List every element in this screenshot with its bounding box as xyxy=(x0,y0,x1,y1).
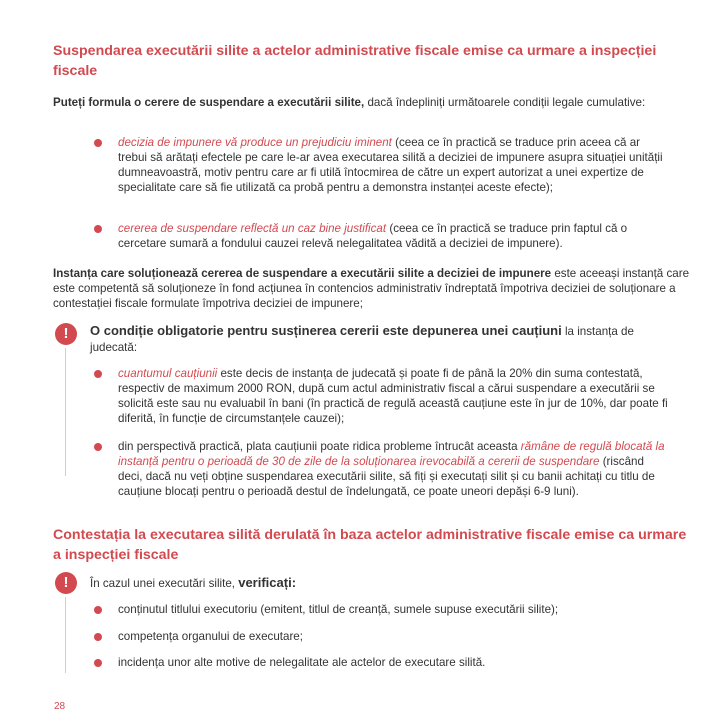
verify-bullet-2 xyxy=(118,629,670,644)
bullet-dot-icon xyxy=(94,443,102,451)
intro-text: dacă îndepliniți următoarele condiții legale cumulative: xyxy=(364,96,646,109)
bail-bullet-1 xyxy=(118,366,670,426)
intro-paragraph xyxy=(53,95,693,110)
bullet-dot-icon xyxy=(94,225,102,233)
condition-1-emphasis: decizia de impunere vă produce un prejudiciu iminent xyxy=(118,136,392,149)
warning-icon: ! xyxy=(55,323,77,345)
bail-bullet-2 xyxy=(118,439,670,499)
verify-note-text: În cazul unei executări silite, xyxy=(90,577,239,590)
court-paragraph xyxy=(53,266,693,311)
court-bold: Instanța care soluționează cererea de suspendare a executării silite a deciziei de impunere xyxy=(53,267,552,280)
bail-1-text: este decis de instanța de judecată și poate fi de până la 20% din suma contestată, respectiv de maximum 2000 RON, după cum actul administrativ fiscal a cărui suspendare a executării se solicită este sau nu evaluabil în bani (în practică de regulă această cauțiune este în jur de 10%, dar poate fi diferită, în funcție de circumstanțele cauzei); xyxy=(118,367,668,425)
condition-1-text: (ceea ce în practică se traduce prin aceea că ar trebui să arătați efectele pe care le-ar avea executarea silită a deciziei de impunere asupra situației unității dumneavoastră, motiv pentru care ar fi utilă întocmirea de către un expert autorizat a unei expertize de specialitate care să fie utilizată ca probă pentru a demonstra instanței aceste efecte); xyxy=(118,136,663,194)
verify-bullet-3 xyxy=(118,655,670,670)
verify-bullet-1 xyxy=(118,602,670,617)
bail-note xyxy=(90,323,680,356)
bullet-dot-icon xyxy=(94,370,102,378)
court-text: este aceeași instanță care este competentă să soluționeze în fond acțiunea în contencios administrativ îndreptată împotriva deciziei de soluționare a contestației fiscale formulate împotriva deciziei de impunere; xyxy=(53,267,690,310)
bail-2-emphasis: rămâne de regulă blocată la instanță pentru o perioadă de 30 de zile de la soluționarea irevocabilă a cererii de suspendare xyxy=(118,440,665,468)
intro-bold: Puteți formula o cerere de suspendare a executării silite, xyxy=(53,96,365,109)
note-divider xyxy=(65,597,66,673)
bullet-dot-icon xyxy=(94,606,102,614)
verify-note-bold: verificați: xyxy=(238,575,297,590)
bullet-dot-icon xyxy=(94,659,102,667)
bail-2-text: (riscând deci, dacă nu veți obține suspendarea executării silite, să fiți și executați silit și cu banii achitați cu titlu de cauțiune blocați pentru o perioadă destul de îndelungată, ce poate uneori depăși 6-9 luni). xyxy=(118,455,655,498)
warning-icon: ! xyxy=(55,572,77,594)
condition-bullet-2 xyxy=(118,221,670,251)
condition-2-text: (ceea ce în practică se traduce prin faptul că o cercetare sumară a fondului cauzei relevă nelegalitatea vădită a deciziei de impunere). xyxy=(118,222,628,250)
bail-2-pre: din perspectivă practică, plata cauțiunii poate ridica probleme întrucât aceasta xyxy=(118,440,521,453)
section-title-contestatie: Contestația la executarea silită derulată în baza actelor administrative fiscale emise ca urmare a inspecției fiscale xyxy=(53,527,687,563)
verify-1-text: conținutul titlului executoriu (emitent, titlul de creanță, sumele supuse executării silite); xyxy=(118,603,559,616)
note-divider xyxy=(65,348,66,476)
bail-note-text: la instanța de judecată: xyxy=(90,325,634,354)
page-number: 28 xyxy=(54,701,66,712)
verify-2-text: competența organului de executare; xyxy=(118,630,303,643)
bullet-dot-icon xyxy=(94,633,102,641)
verify-note xyxy=(90,575,680,592)
condition-2-emphasis: cererea de suspendare reflectă un caz bine justificat xyxy=(118,222,387,235)
condition-bullet-1 xyxy=(118,135,670,195)
bail-1-emphasis: cuantumul cauțiunii xyxy=(118,367,218,380)
bail-note-bold: O condiție obligatorie pentru susținerea cererii este depunerea unei cauțiuni xyxy=(90,323,562,338)
verify-3-text: incidența unor alte motive de nelegalitate ale actelor de executare silită. xyxy=(118,656,486,669)
bullet-dot-icon xyxy=(94,139,102,147)
section-title-suspendare: Suspendarea executării silite a actelor administrative fiscale emise ca urmare a inspecției fiscale xyxy=(53,43,657,79)
